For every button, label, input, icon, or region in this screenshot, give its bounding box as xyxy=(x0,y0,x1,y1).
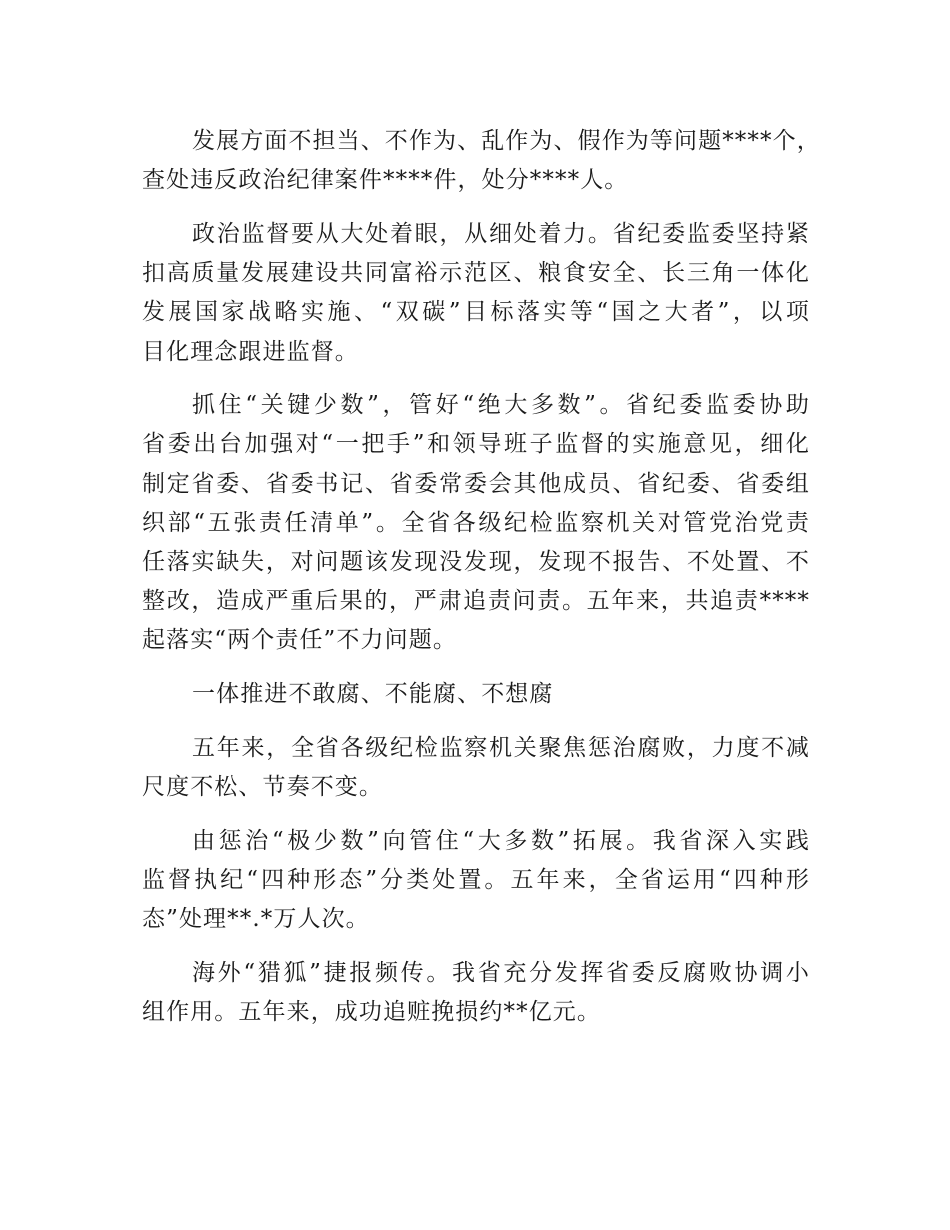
paragraph-line: 政治监督要从大处着眼，从细处着力。省纪委监委坚持紧 xyxy=(192,220,810,247)
section-heading-text: 一体推进不敢腐、不能腐、不想腐 xyxy=(192,681,554,708)
section-heading xyxy=(142,675,810,714)
paragraph-line: 由惩治“极少数”向管住“大多数”拓展。我省深入实践 xyxy=(192,827,810,854)
paragraph-line: 省委出台加强对“一把手”和领导班子监督的实施意见，细化 xyxy=(142,431,810,458)
paragraph-line: 扣高质量发展建设共同富裕示范区、粮食安全、长三角一体化 xyxy=(142,260,810,287)
paragraph-6 xyxy=(142,822,810,940)
paragraph-line: 态”处理**.*万人次。 xyxy=(142,906,370,933)
paragraph-line: 监督执纪“四种形态”分类处置。五年来，全省运用“四种形 xyxy=(142,866,810,893)
paragraph-line: 制定省委、省委书记、省委常委会其他成员、省纪委、省委组 xyxy=(142,470,810,497)
paragraph-1 xyxy=(142,122,821,200)
paragraph-2 xyxy=(142,215,810,372)
paragraph-line: 任落实缺失，对问题该发现没发现，发现不报告、不处置、不 xyxy=(142,549,810,576)
paragraph-line: 目化理念跟进监督。 xyxy=(142,338,359,365)
paragraph-line: 查处违反政治纪律案件****件，处分****人。 xyxy=(142,167,629,194)
paragraph-line: 整改，造成严重后果的，严肃追责问责。五年来，共追责**** xyxy=(142,588,810,615)
paragraph-line: 起落实“两个责任”不力问题。 xyxy=(142,627,457,654)
paragraph-line: 织部“五张责任清单”。全省各级纪检监察机关对管党治党责 xyxy=(142,509,810,536)
paragraph-7 xyxy=(142,954,810,1032)
paragraph-line: 五年来，全省各级纪检监察机关聚焦惩治腐败，力度不减 xyxy=(192,734,810,761)
paragraph-5 xyxy=(142,729,810,807)
paragraph-line: 海外“猎狐”捷报频传。我省充分发挥省委反腐败协调小 xyxy=(192,959,810,986)
paragraph-line: 抓住“关键少数”，管好“绝大多数”。省纪委监委协助 xyxy=(192,392,810,419)
paragraph-line: 发展国家战略实施、“双碳”目标落实等“国之大者”，以项 xyxy=(142,299,810,326)
paragraph-line: 组作用。五年来，成功追赃挽损约**亿元。 xyxy=(142,999,601,1026)
paragraph-line: 发展方面不担当、不作为、乱作为、假作为等问题****个， xyxy=(192,128,821,154)
document-body xyxy=(142,122,821,1047)
paragraph-3 xyxy=(142,386,810,660)
paragraph-line: 尺度不松、节奏不变。 xyxy=(142,774,383,801)
